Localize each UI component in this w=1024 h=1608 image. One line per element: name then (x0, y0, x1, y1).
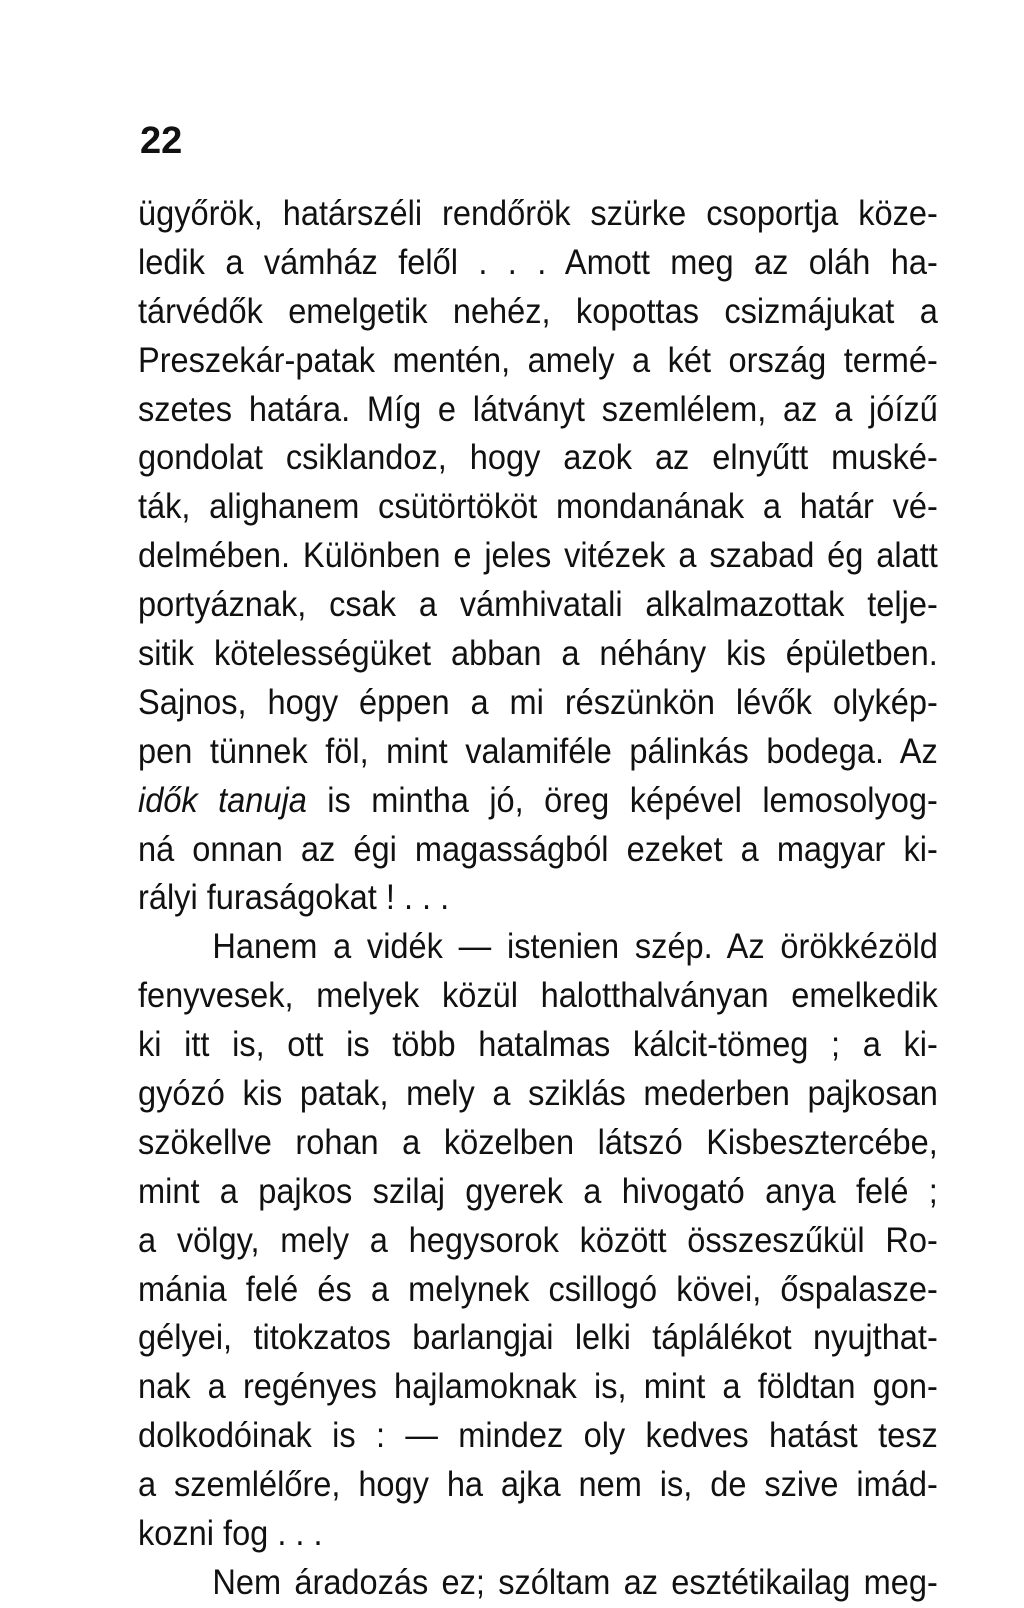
text-line-rest: is mintha jó, öreg képével lemosolyog- (306, 780, 938, 820)
text-line: szökellve rohan a közelben látszó Kisbesztercébe, (138, 1122, 938, 1162)
text-line: gyózó kis patak, mely a sziklás mederben pajkosan (138, 1074, 938, 1114)
text-line: mánia felé és a melynek csillogó kövei, őspalasze- (138, 1269, 938, 1309)
text-line: a szemlélőre, hogy ha ajka nem is, de szive imád- (138, 1465, 938, 1505)
text-line: gélyei, titokzatos barlangjai lelki táplálékot nyujthat- (138, 1318, 938, 1358)
text-line: rályi furaságokat ! . . . (138, 878, 450, 918)
text-line-paragraph-start: Hanem a vidék — istenien szép. Az örökkézöld (212, 927, 938, 967)
text-line (138, 777, 938, 826)
page-number: 22 (140, 120, 183, 162)
text-line: pen tünnek föl, mint valamiféle pálinkás bodega. Az (138, 731, 938, 771)
body-text (138, 190, 938, 1608)
text-line: ledik a vámház felől . . . Amott meg az oláh ha- (138, 242, 938, 282)
text-line: a völgy, mely a hegysorok között összeszűkül Ro- (138, 1220, 938, 1260)
text-line-paragraph-start: Nem áradozás ez; szóltam az esztétikailag meg- (212, 1562, 938, 1602)
text-line: fenyvesek, melyek közül halotthalványan emelkedik (138, 976, 938, 1016)
text-line: kozni fog . . . (138, 1514, 323, 1554)
text-line: sitik kötelességüket abban a néhány kis épületben. (138, 634, 938, 674)
text-line: portyáznak, csak a vámhivatali alkalmazottak telje- (138, 585, 938, 625)
text-line: Sajnos, hogy éppen a mi részünkön lévők olykép- (138, 682, 938, 722)
text-line: tárvédők emelgetik nehéz, kopottas csizmájukat a (138, 291, 938, 331)
text-line: mint a pajkos szilaj gyerek a hivogató anya felé ; (138, 1171, 938, 1211)
text-line: gondolat csiklandoz, hogy azok az elnyűtt muské- (138, 438, 938, 478)
text-line: ták, alighanem csütörtököt mondanának a határ vé- (138, 487, 938, 527)
text-line: delmében. Különben e jeles vitézek a szabad ég alatt (138, 536, 938, 576)
text-line: ki itt is, ott is több hatalmas kálcit-tömeg ; a ki- (138, 1025, 938, 1065)
text-line: ügyőrök, határszéli rendőrök szürke csoportja köze- (138, 194, 938, 233)
text-line: Preszekár-patak mentén, amely a két ország termé- (138, 340, 938, 380)
book-title-italic: idők tanuja (138, 780, 307, 820)
text-line: szetes határa. Míg e látványt szemlélem, az a jóízű (138, 389, 938, 429)
text-line: dolkodóinak is : — mindez oly kedves hatást tesz (138, 1416, 938, 1456)
text-line: nak a regényes hajlamoknak is, mint a földtan gon- (138, 1367, 938, 1407)
text-line: ná onnan az égi magasságból ezeket a magyar ki- (138, 829, 938, 869)
